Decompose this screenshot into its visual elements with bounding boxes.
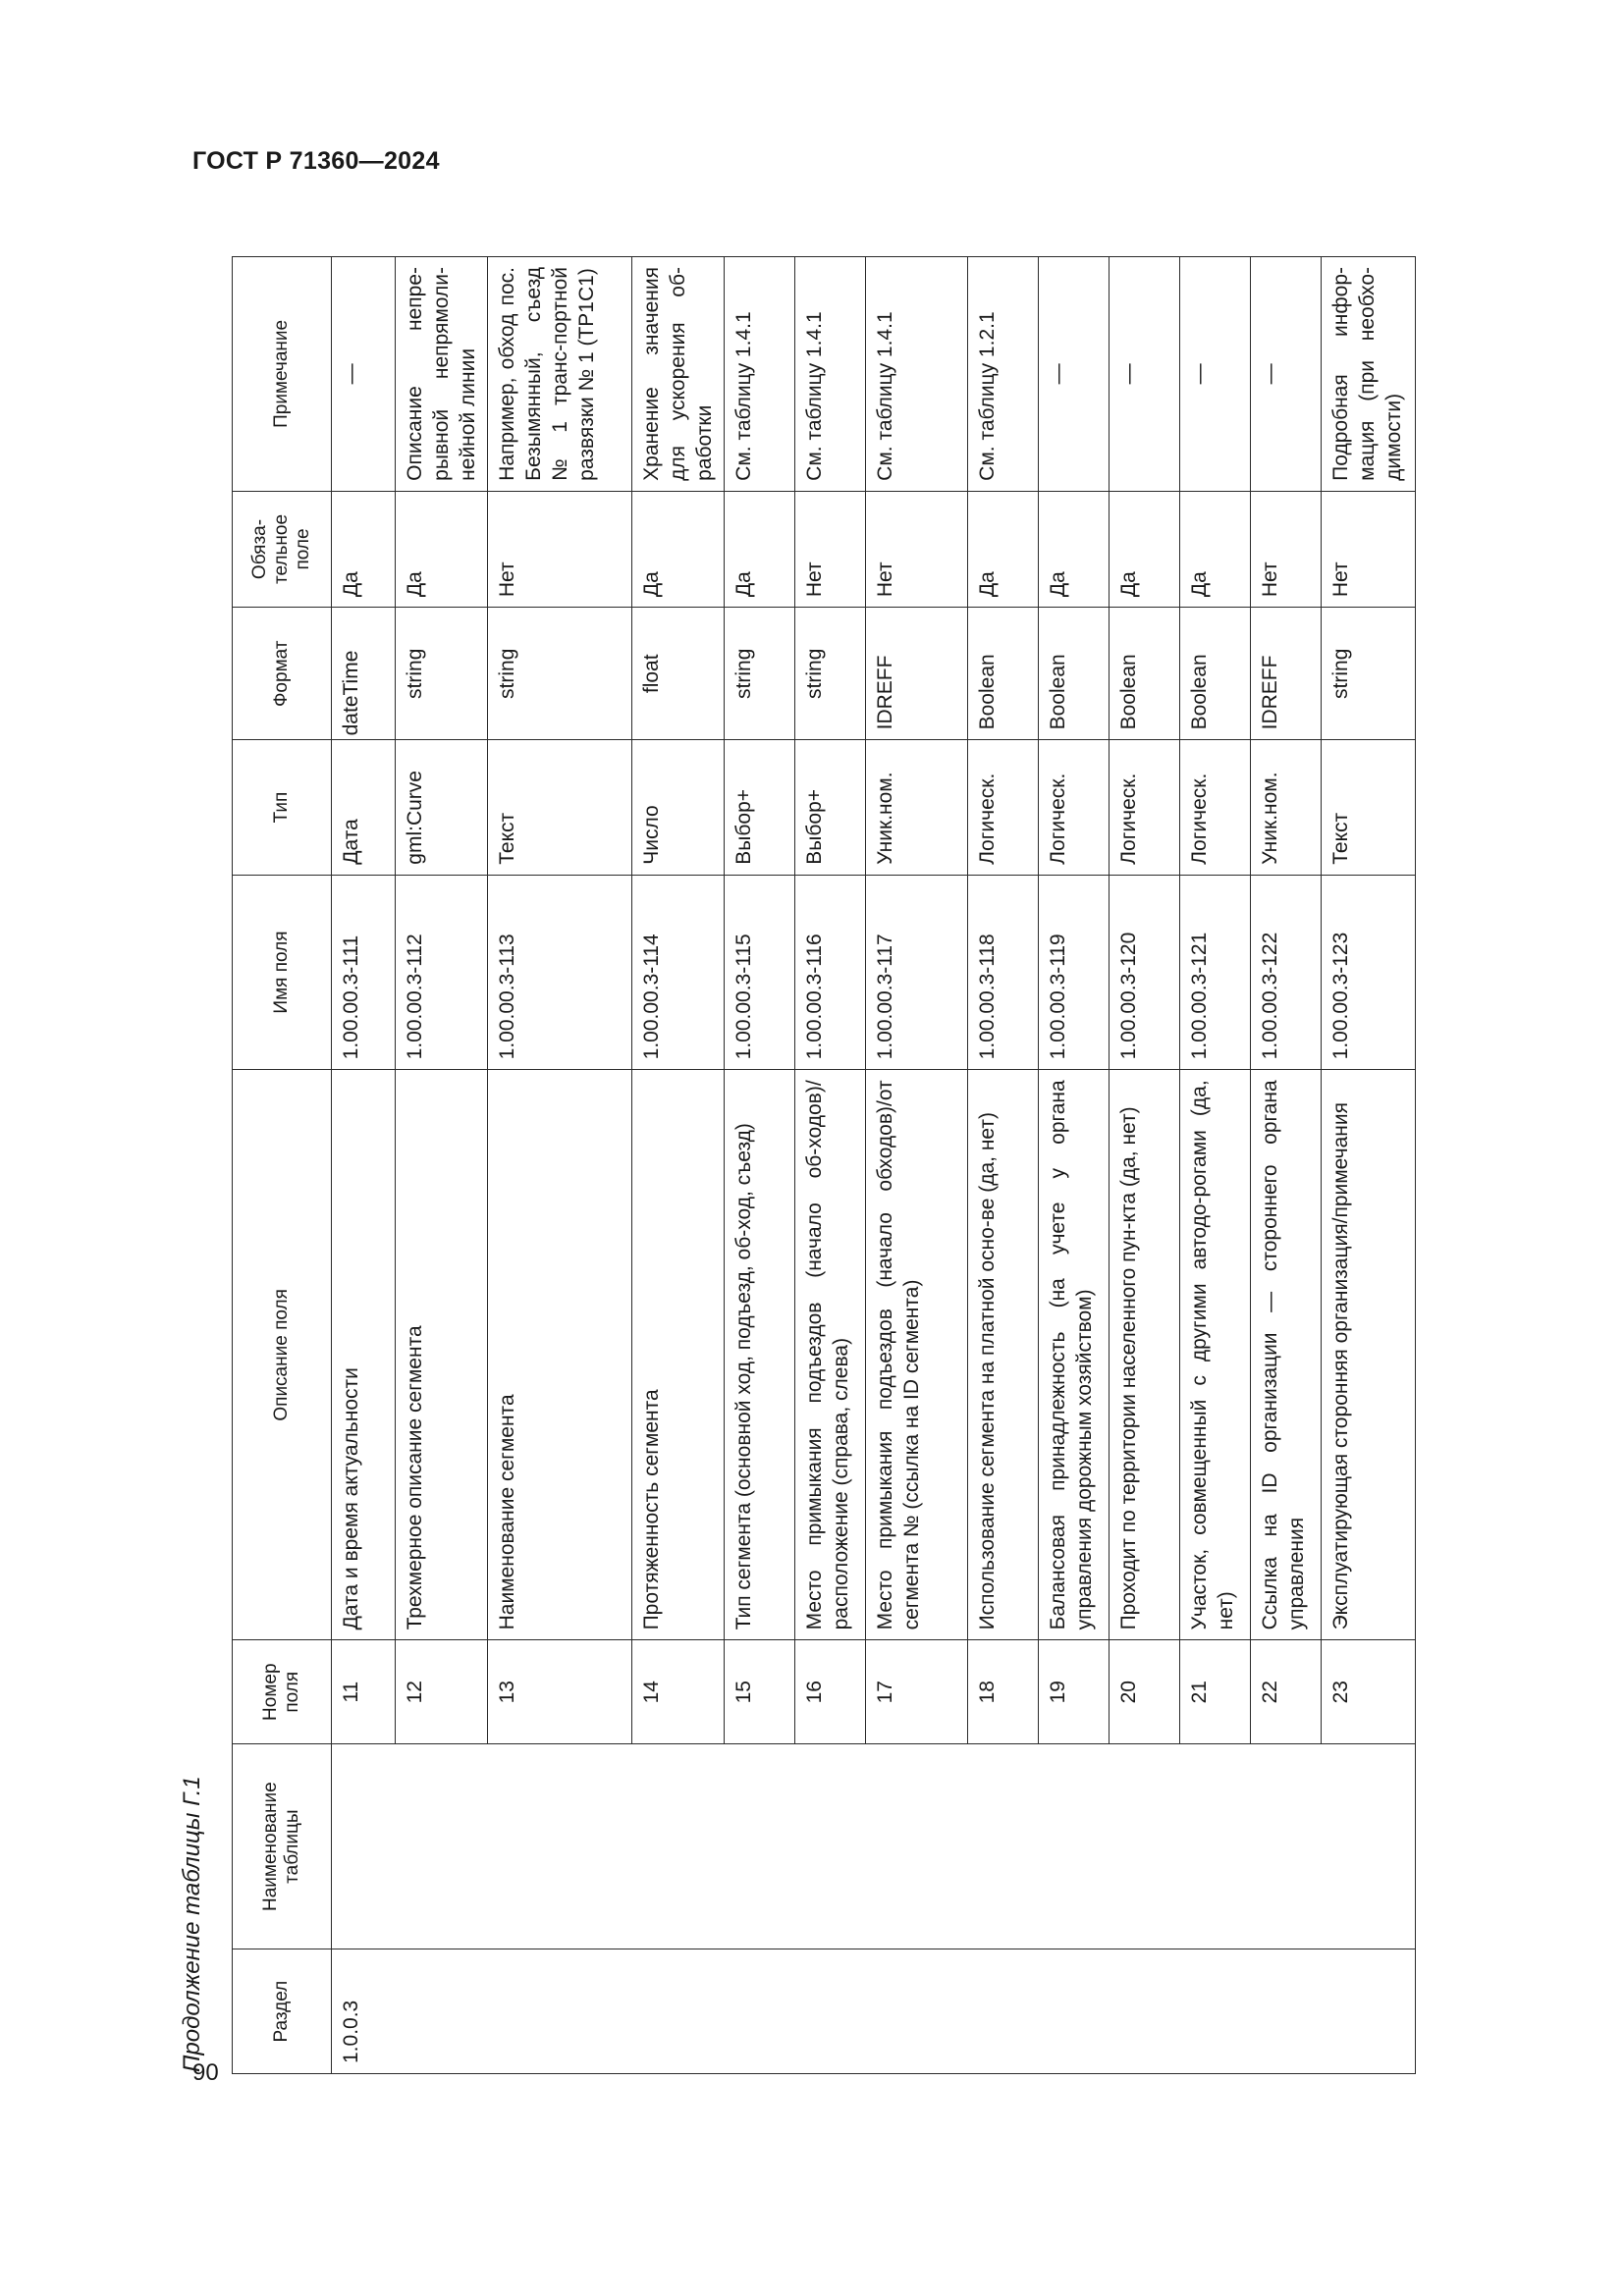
col-header-field-description: Описание поля [233, 1070, 332, 1640]
format-cell: dateTime [332, 608, 396, 740]
format-cell: IDREFF [1251, 608, 1322, 740]
field-number-cell: 22 [1251, 1640, 1322, 1744]
field-description-cell: Эксплуатирующая сторонняя организация/примечания [1322, 1070, 1416, 1640]
required-cell: Нет [795, 491, 866, 607]
field-number-cell: 11 [332, 1640, 396, 1744]
format-cell: float [632, 608, 725, 740]
type-cell: Текст [488, 740, 632, 875]
field-number-cell: 20 [1110, 1640, 1180, 1744]
format-cell: string [725, 608, 795, 740]
field-description-cell: Место примыкания подъездов (начало обходов)/от сегмента № (ссылка на ID сегмента) [866, 1070, 968, 1640]
note-cell: Хранение значения для ускорения об-работки [632, 257, 725, 492]
field-name-cell: 1.00.00.3-113 [488, 875, 632, 1070]
field-number-cell: 18 [968, 1640, 1039, 1744]
document-header: ГОСТ Р 71360—2024 [192, 147, 440, 175]
note-cell: Подробная инфор-мация (при необхо-димости) [1322, 257, 1416, 492]
field-description-cell: Дата и время актуальности [332, 1070, 396, 1640]
field-description-cell: Наименование сегмента [488, 1070, 632, 1640]
type-cell: Выбор+ [795, 740, 866, 875]
col-header-required: Обяза-тельное поле [233, 491, 332, 607]
note-cell: Например, обход пос. Безымянный, съезд № 1 транс-портной развязки № 1 (ТР1С1) [488, 257, 632, 492]
field-description-cell: Тип сегмента (основной ход, подъезд, об-ход, съезд) [725, 1070, 795, 1640]
required-cell: Да [968, 491, 1039, 607]
field-description-cell: Ссылка на ID организации — стороннего органа управления [1251, 1070, 1322, 1640]
type-cell: Уник.ном. [1251, 740, 1322, 875]
format-cell: string [795, 608, 866, 740]
type-cell: Выбор+ [725, 740, 795, 875]
required-cell: Да [1180, 491, 1251, 607]
type-cell: Логическ. [1110, 740, 1180, 875]
type-cell: Логическ. [968, 740, 1039, 875]
required-cell: Да [725, 491, 795, 607]
format-cell: Boolean [1039, 608, 1110, 740]
table-header-row [233, 257, 332, 2074]
note-cell: См. таблицу 1.4.1 [725, 257, 795, 492]
format-cell: string [396, 608, 488, 740]
data-table [232, 256, 1416, 2074]
field-number-cell: 13 [488, 1640, 632, 1744]
col-header-type: Тип [233, 740, 332, 875]
field-number-cell: 14 [632, 1640, 725, 1744]
required-cell: Да [632, 491, 725, 607]
field-description-cell: Использование сегмента на платной осно-ве (да, нет) [968, 1070, 1039, 1640]
format-cell: string [488, 608, 632, 740]
field-name-cell: 1.00.00.3-111 [332, 875, 396, 1070]
col-header-field-number: Номер поля [233, 1640, 332, 1744]
field-name-cell: 1.00.00.3-115 [725, 875, 795, 1070]
field-name-cell: 1.00.00.3-114 [632, 875, 725, 1070]
note-cell: См. таблицу 1.4.1 [795, 257, 866, 492]
field-description-cell: Проходит по территории населенного пун-кта (да, нет) [1110, 1070, 1180, 1640]
type-cell: Число [632, 740, 725, 875]
required-cell: Да [332, 491, 396, 607]
field-description-cell: Трехмерное описание сегмента [396, 1070, 488, 1640]
note-cell: См. таблицу 1.4.1 [866, 257, 968, 492]
col-header-section: Раздел [233, 1949, 332, 2074]
field-description-cell: Участок, совмещенный с другими автодо-рогами (да, нет) [1180, 1070, 1251, 1640]
field-number-cell: 23 [1322, 1640, 1416, 1744]
required-cell: Нет [866, 491, 968, 607]
type-cell: gml:Curve [396, 740, 488, 875]
type-cell: Дата [332, 740, 396, 875]
field-number-cell: 21 [1180, 1640, 1251, 1744]
field-name-cell: 1.00.00.3-123 [1322, 875, 1416, 1070]
col-header-format: Формат [233, 608, 332, 740]
field-name-cell: 1.00.00.3-122 [1251, 875, 1322, 1070]
field-name-cell: 1.00.00.3-116 [795, 875, 866, 1070]
note-cell: — [1180, 257, 1251, 492]
field-description-cell: Место примыкания подъездов (начало об-ходов)/расположение (справа, слева) [795, 1070, 866, 1640]
type-cell: Логическ. [1180, 740, 1251, 875]
type-cell: Текст [1322, 740, 1416, 875]
col-header-field-name: Имя поля [233, 875, 332, 1070]
field-number-cell: 12 [396, 1640, 488, 1744]
required-cell: Нет [488, 491, 632, 607]
format-cell: Boolean [968, 608, 1039, 740]
note-cell: — [1039, 257, 1110, 492]
table-caption: Продолжение таблицы Г.1 [179, 1776, 205, 2072]
format-cell: string [1322, 608, 1416, 740]
type-cell: Логическ. [1039, 740, 1110, 875]
field-name-cell: 1.00.00.3-118 [968, 875, 1039, 1070]
type-cell: Уник.ном. [866, 740, 968, 875]
rotated-table-block [169, 229, 1463, 2074]
field-number-cell: 16 [795, 1640, 866, 1744]
required-cell: Нет [1251, 491, 1322, 607]
field-number-cell: 17 [866, 1640, 968, 1744]
table-row [332, 257, 396, 2074]
format-cell: IDREFF [866, 608, 968, 740]
field-description-cell: Балансовая принадлежность (на учете у органа управления дорожным хозяйством) [1039, 1070, 1110, 1640]
required-cell: Да [396, 491, 488, 607]
field-number-cell: 15 [725, 1640, 795, 1744]
note-cell: Описание непре-рывной непрямоли-нейной линии [396, 257, 488, 492]
col-header-table-name: Наименование таблицы [233, 1744, 332, 1949]
required-cell: Да [1110, 491, 1180, 607]
field-name-cell: 1.00.00.3-117 [866, 875, 968, 1070]
note-cell: — [332, 257, 396, 492]
note-cell: — [1110, 257, 1180, 492]
format-cell: Boolean [1180, 608, 1251, 740]
field-name-cell: 1.00.00.3-112 [396, 875, 488, 1070]
format-cell: Boolean [1110, 608, 1180, 740]
field-description-cell: Протяженность сегмента [632, 1070, 725, 1640]
page-number: 90 [192, 2059, 219, 2086]
field-name-cell: 1.00.00.3-119 [1039, 875, 1110, 1070]
required-cell: Да [1039, 491, 1110, 607]
field-number-cell: 19 [1039, 1640, 1110, 1744]
field-name-cell: 1.00.00.3-120 [1110, 875, 1180, 1070]
table-name-cell [332, 1744, 1416, 1949]
field-name-cell: 1.00.00.3-121 [1180, 875, 1251, 1070]
section-cell: 1.0.0.3 [332, 1949, 1416, 2074]
note-cell: — [1251, 257, 1322, 492]
note-cell: См. таблицу 1.2.1 [968, 257, 1039, 492]
required-cell: Нет [1322, 491, 1416, 607]
col-header-note: Примечание [233, 257, 332, 492]
